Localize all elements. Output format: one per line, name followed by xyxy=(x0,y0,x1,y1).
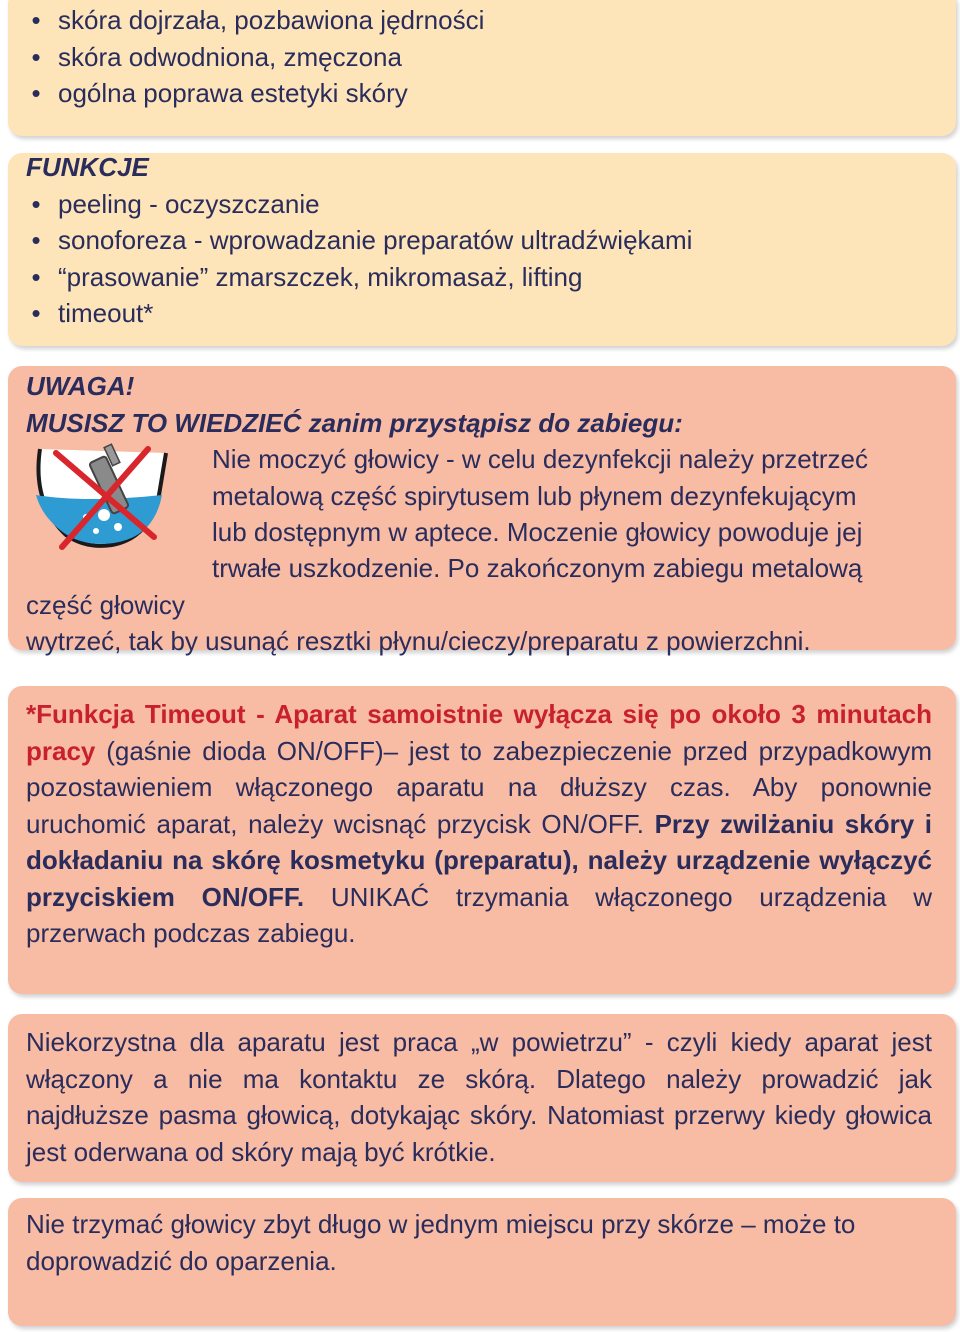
warning-subheading: MUSISZ TO WIEDZIEĆ zanim przystąpisz do zabiegu: xyxy=(26,407,683,438)
list-item: • ogólna poprawa estetyki skóry xyxy=(26,75,932,112)
bullet-icon: • xyxy=(31,188,41,219)
list-item: • “prasowanie” zmarszczek, mikromasaż, lifting xyxy=(26,259,932,296)
air-work-paragraph: Niekorzystna dla aparatu jest praca „w powietrzu” - czyli kiedy aparat jest włączony a nie ma kontaktu ze skórą. Dlatego należy prowadzić jak najdłuższe pasma głowicą, dotykając skóry. Natomiast przerwy kiedy głowica jest oderwana od skóry mają być krótkie. xyxy=(26,1027,932,1167)
functions-list xyxy=(26,186,932,332)
warning-line-4: trwałe uszkodzenie. Po zakończonym zabiegu metalową część głowicy xyxy=(26,553,863,620)
warning-line-5: wytrzeć, tak by usunąć resztki płynu/cieczy/preparatu z powierzchni. xyxy=(26,626,811,656)
bullet-icon: • xyxy=(31,5,41,35)
indications-box xyxy=(8,0,956,136)
functions-heading: FUNKCJE xyxy=(26,152,149,182)
timeout-bold-note: Przy zwilżaniu skóry i dokładaniu na skórę kosmetyku (preparatu), należy urządzenie wyłączyć przyciskiem ON/OFF. xyxy=(26,808,933,912)
warning-line-1: Nie moczyć głowicy - w celu dezynfekcji należy przetrzeć xyxy=(212,444,868,474)
no-water-head-icon xyxy=(26,443,212,553)
bullet-icon: • xyxy=(31,41,41,72)
air-work-box xyxy=(8,1014,956,1182)
warning-box xyxy=(8,366,956,656)
functions-box xyxy=(8,153,956,346)
timeout-box xyxy=(8,686,956,994)
bullet-icon: • xyxy=(31,298,41,328)
burn-warning-paragraph: Nie trzymać głowicy zbyt długo w jednym miejscu przy skórze – może to doprowadzić do oparzenia. xyxy=(26,1209,856,1276)
warning-line-2: metalową część spirytusem lub płynem dezynfekującym xyxy=(212,480,857,511)
warning-line-3: lub dostępnym w aptece. Moczenie głowicy powoduje jej xyxy=(212,517,863,547)
list-item: • timeout* xyxy=(26,295,932,332)
warning-heading: UWAGA! xyxy=(26,371,135,401)
burn-warning-box xyxy=(8,1198,956,1326)
indications-list xyxy=(26,2,932,112)
timeout-paragraph: *Funkcja Timeout - Aparat samoistnie wyłącza się po około 3 minutach pracy (gaśnie dioda ON/OFF)– jest to zabezpieczenie przed przypadkowym pozostawieniem włączonego aparatu na dłuższy czas. Aby ponownie uruchomić aparat, należy wcisnąć przycisk ON/OFF. Przy zwilżaniu skóry i dokładaniu na skórę kosmetyku (preparatu), należy urządzenie wyłączyć przyciskiem ON/OFF. UNIKAĆ trzymania włączonego urządzenia w przerwach podczas zabiegu. xyxy=(26,699,933,948)
bullet-icon: • xyxy=(31,261,41,292)
list-item: • skóra dojrzała, pozbawiona jędrności xyxy=(26,2,932,39)
bullet-icon: • xyxy=(31,78,41,108)
list-item: • peeling - oczyszczanie xyxy=(26,186,932,223)
bullet-icon: • xyxy=(31,225,41,255)
timeout-heading: *Funkcja Timeout - Aparat samoistnie wyłącza się po około 3 minutach pracy xyxy=(26,699,932,766)
list-item: • skóra odwodniona, zmęczona xyxy=(26,39,932,76)
list-item: • sonoforeza - wprowadzanie preparatów ultradźwiękami xyxy=(26,222,932,259)
